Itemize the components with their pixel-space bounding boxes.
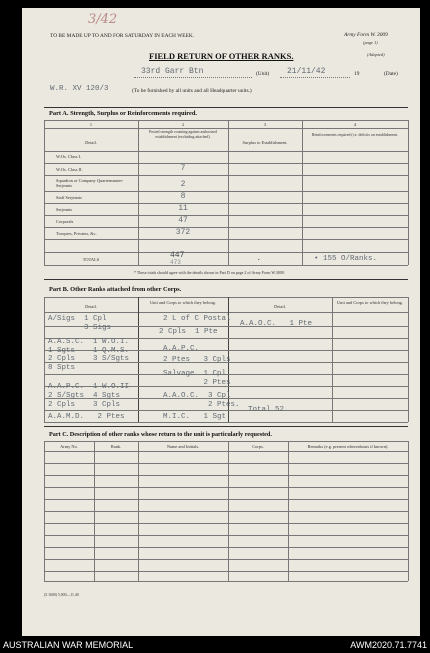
row-label-serjeants: Serjeants (56, 207, 73, 212)
part-c-header-rank: Rank. (110, 444, 122, 449)
adapted-label: (Adapted) (367, 52, 385, 57)
unit-value: 33rd Garr Btn (141, 67, 204, 76)
part-b-unit-line-1: 2 L of C Postal (163, 315, 231, 323)
part-c-header-corps: Corps. (252, 444, 264, 449)
unit-label: (Unit) (256, 71, 270, 77)
wr-reference: W.R. XV 120/3 (50, 85, 109, 93)
part-a-colnum-1: 1 (89, 122, 93, 127)
row-label-wo2: W.Os. Class II. (56, 167, 83, 172)
totals-value: 447 (170, 251, 185, 260)
part-b-col3-entry: A.A.O.C. 1 Pte (240, 320, 313, 328)
instruction-text: TO BE MADE UP TO AND FOR SATURDAY IN EACH WEEK. (50, 33, 195, 39)
part-b-line-9: 2 Cpls 3 Cpls (48, 401, 121, 409)
form-page-label: (page 1) (363, 40, 378, 45)
footer-institution: AUSTRALIAN WAR MEMORIAL (3, 640, 134, 650)
part-a-header-surplus: Surplus to Establishment. (242, 140, 288, 145)
part-b-unit-line-4: 2 Ptes 3 Cpls (163, 356, 231, 364)
surplus-total: • (258, 257, 260, 262)
part-b-line-1: A/Sigs 1 Cpl (48, 315, 107, 323)
part-b-header-detail-2: Detail. (274, 304, 286, 309)
part-a-header-detail: Detail. (85, 140, 97, 145)
part-b-unit-line-5: Salvage 1 Cpl (163, 370, 227, 378)
part-b-header-detail-1: Detail. (85, 304, 97, 309)
year-label: 19 (354, 71, 360, 77)
handwritten-number: 3/42 (88, 12, 118, 27)
furnished-note: (To be furnished by all units and all Headquarter units.) (132, 88, 252, 94)
part-b-title: Part B. Other Ranks attached from other Corps. (49, 286, 182, 293)
part-b-line-2: 3 Sigs (48, 324, 112, 332)
print-code: (5.1600) 5,000—11.40 (44, 593, 79, 597)
form-number: Army Form W. 3009 (344, 32, 388, 38)
row-label-cqms: Squadron or Company Quartermaster-Serjeants (56, 178, 124, 188)
row-label-privates: Troopers, Privates, &c. (56, 231, 97, 236)
part-b-unit-line-7: A.A.O.C. 3 Cpl (163, 392, 231, 400)
part-a-colnum-2: 2 (181, 122, 185, 127)
part-c-header-name: Name and Initials. (166, 444, 200, 449)
archive-footer (0, 638, 430, 653)
part-b-line-7: A.A.P.C. 1 W.O.II (48, 383, 130, 391)
part-a-title: Part A. Strength, Surplus or Reinforcements required. (49, 110, 197, 117)
row-label-staff-serjeants: Staff Serjeants (56, 195, 82, 200)
row-value-wo2: 7 (180, 164, 186, 173)
part-b-unit-line-2: 2 Cpls 1 Pte (159, 328, 218, 336)
row-value-corporals: 47 (178, 216, 188, 225)
part-a-colnum-3: 3 (263, 122, 267, 127)
totals-label: TOTALS (82, 257, 100, 262)
part-b-line-10: A.A.M.D. 2 Ptes (48, 413, 125, 421)
part-a-header-posted: Posted strength counting against authorized establishment (excluding attached). (149, 130, 217, 139)
part-b-line-6: 8 Spts (48, 364, 76, 372)
form-page (22, 8, 420, 636)
part-a-header-reinforcements: Reinforcements required (i.e. deficits on establishment. (311, 133, 399, 137)
part-b-line-5: 2 Cpls 3 S/Sgts (48, 355, 130, 363)
part-b-line-8: 2 S/Sgts 4 Sgts (48, 392, 121, 400)
part-b-unit-line-9: M.I.C. 1 Sgt (163, 413, 227, 421)
part-b-header-unit-2: Unit and Corps to which they belong. (337, 300, 403, 305)
date-label: (Date) (384, 71, 398, 77)
row-value-serjeants: 11 (178, 204, 188, 213)
row-value-cqms: 2 (180, 180, 186, 189)
part-c-header-army-no: Army No. (60, 444, 78, 449)
part-b-unit-line-3: A.A.P.C. (163, 345, 200, 353)
part-c-title: Part C. Description of other ranks whose return to the unit is particularly requested. (49, 431, 272, 438)
row-value-staff-serjeants: 8 (180, 192, 186, 201)
row-value-privates: 372 (175, 228, 191, 237)
date-value: 21/11/42 (287, 67, 326, 76)
part-b-line-3: A.A.S.C. 1 W.O.I. (48, 338, 130, 346)
part-c-header-remarks: Remarks (e.g. present whereabouts if known). (307, 444, 389, 449)
part-b-unit-line-8: 2 Ptes. (163, 401, 240, 409)
footer-catalogue-id: AWM2020.71.7741 (350, 640, 427, 650)
row-label-corporals: Corporals (56, 219, 74, 224)
reinforcements-total: • 155 O/Ranks. (314, 255, 378, 263)
row-label-wo1: W.Os. Class I. (56, 154, 82, 159)
page-title: FIELD RETURN OF OTHER RANKS. (149, 51, 294, 61)
part-b-line-4: 1 Sgts 1 Q.M.S. (48, 347, 130, 355)
totals-value-struck: 473 (170, 259, 181, 266)
part-b-unit-line-6: 2 Ptes (163, 379, 231, 387)
part-a-colnum-4: 4 (353, 122, 357, 127)
part-b-header-unit-1: Unit and Corps to which they belong. (150, 300, 216, 305)
part-a-footnote: * These totals should agree with the details shown in Part D on page 2 of Army Form W.3009. (134, 270, 285, 275)
part-b-total: Total 52 (248, 406, 285, 414)
